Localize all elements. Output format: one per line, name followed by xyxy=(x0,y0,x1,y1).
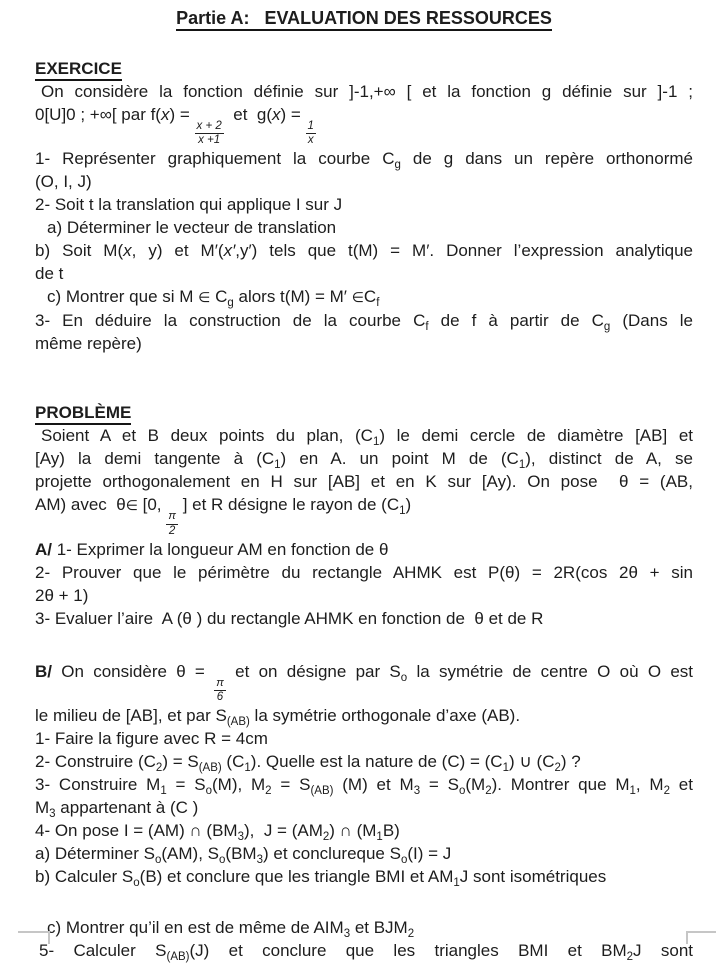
text-segment: A/ xyxy=(35,539,52,559)
text-segment: de g dans un repère orthonormé xyxy=(400,149,693,169)
text-segment: 4- On pose I = (AM) ∩ (BM xyxy=(35,821,238,841)
subscript-text: g xyxy=(394,159,401,172)
text-line xyxy=(35,80,693,103)
text-segment: [0, xyxy=(137,495,167,515)
text-segment: b) Soit M( xyxy=(35,241,124,261)
text-line xyxy=(35,309,693,332)
text-segment: (Dans le xyxy=(610,311,694,331)
text-segment: et xyxy=(670,775,693,795)
text-line xyxy=(35,147,693,170)
text-segment: 2- Prouver que le périmètre du rectangle AHMK est P(θ) = 2R(cos 2θ + sin xyxy=(35,562,693,582)
text-segment: ) et conclureque S xyxy=(262,844,401,864)
text-segment: ) en A. un point M de (C xyxy=(280,449,519,469)
text-line xyxy=(35,842,693,865)
text-segment: b) Calculer S xyxy=(35,867,134,887)
text-line xyxy=(35,103,693,147)
fraction-numerator: π xyxy=(166,510,178,524)
text-segment: ) ∩ (M xyxy=(329,821,377,841)
subscript-text: 3 xyxy=(256,854,263,867)
text-segment: (C xyxy=(221,752,245,772)
subscript-text: 1 xyxy=(372,436,380,449)
fraction xyxy=(214,677,226,704)
text-segment: 5- Calculer S xyxy=(39,941,167,961)
subscript-text: 2 xyxy=(265,785,272,798)
text-line xyxy=(35,660,693,704)
text-line xyxy=(35,332,693,355)
page-title xyxy=(35,6,693,31)
text-line xyxy=(35,170,693,193)
subscript-text: 2 xyxy=(322,831,330,844)
text-segment: ) le demi cercle de diamètre [AB] et xyxy=(379,426,693,446)
exercice-heading-text xyxy=(35,59,122,81)
probleme-heading xyxy=(35,401,693,424)
text-segment: c) Montrer que si M xyxy=(47,287,199,307)
text-line xyxy=(35,865,693,888)
text-segment: AM) avec θ xyxy=(35,495,126,515)
text-line xyxy=(35,424,693,447)
text-line xyxy=(35,916,693,939)
subscript-text: o xyxy=(400,854,408,867)
text-segment: a) Déterminer le vecteur de translation xyxy=(47,218,337,238)
page-title-text: Partie A: EVALUATION DES RESSOURCES xyxy=(176,8,552,31)
text-line xyxy=(35,262,693,285)
text-line xyxy=(35,561,693,584)
text-line xyxy=(35,704,693,727)
probleme-heading-text xyxy=(35,403,131,425)
subscript-text: 2 xyxy=(663,785,670,798)
text-segment: EXERCICE xyxy=(35,59,122,78)
subscript-text: 3 xyxy=(343,928,351,941)
fraction xyxy=(306,120,316,147)
subscript-text: 1 xyxy=(453,877,460,890)
fraction xyxy=(195,120,224,147)
subscript-text: 3 xyxy=(49,808,56,821)
text-segment: c) Montrer qu’il en est de même de AIM xyxy=(47,918,344,938)
text-segment: 3- Evaluer l’aire A (θ ) du rectangle AHMK en fonction de θ et de R xyxy=(35,608,544,628)
text-segment: 3- En déduire la construction de la courbe C xyxy=(35,311,426,331)
text-line xyxy=(35,470,693,493)
text-segment: PROBLÈME xyxy=(35,403,132,423)
text-line xyxy=(35,193,693,216)
text-segment: (O, I, J) xyxy=(35,172,92,192)
text-line xyxy=(35,584,693,607)
partial-box-corner-left xyxy=(18,931,50,944)
text-segment: ) ? xyxy=(560,752,581,772)
text-segment: Soient A et B deux points du plan, (C xyxy=(41,426,373,446)
text-segment: ∈ xyxy=(351,289,364,306)
text-segment: 0[U]0 ; +∞[ par f( xyxy=(35,105,161,124)
text-line xyxy=(35,773,693,796)
text-segment: ), J = (AM xyxy=(243,821,323,841)
subscript-text: o xyxy=(458,785,466,798)
text-segment: = S xyxy=(166,775,206,795)
subscript-text: o xyxy=(133,877,140,890)
text-segment: ) xyxy=(405,495,412,515)
text-line xyxy=(35,447,693,470)
text-segment: ), distinct de A, se xyxy=(525,449,693,469)
text-segment: le milieu de [AB], et par S xyxy=(35,706,227,726)
text-segment: et BJM xyxy=(350,918,408,938)
text-line xyxy=(35,819,693,842)
text-segment: C xyxy=(363,287,377,307)
text-segment: (M) et M xyxy=(333,775,414,795)
subscript-text: f xyxy=(425,321,429,334)
text-segment: M xyxy=(35,798,50,818)
fraction-numerator: π xyxy=(214,677,226,691)
text-segment: (M), M xyxy=(212,775,266,795)
subscript-text: (AB) xyxy=(226,716,250,729)
subscript-text: 2 xyxy=(554,762,561,775)
text-segment: J sont xyxy=(633,941,694,961)
text-segment: 3- Construire M xyxy=(35,775,161,795)
text-segment: projette orthogonalement en H sur [AB] et en K sur [Ay). On pose θ = (AB, xyxy=(35,472,693,492)
subscript-text: 1 xyxy=(376,831,383,844)
text-segment: C xyxy=(210,287,228,307)
text-segment: ] et R désigne le rayon de (C xyxy=(177,495,400,515)
subscript-text: g xyxy=(227,297,234,310)
fraction-denominator: x +1 xyxy=(198,134,221,147)
subscript-text: o xyxy=(205,785,212,798)
text-segment: [Ay) la demi tangente à (C xyxy=(35,449,275,469)
text-segment: de f à partir de C xyxy=(428,311,604,331)
subscript-text: 2 xyxy=(155,762,163,775)
text-segment: x xyxy=(123,241,132,261)
subscript-text: 1 xyxy=(274,459,281,472)
subscript-text: 1 xyxy=(160,785,167,798)
subscript-text: 2 xyxy=(485,785,492,798)
text-line xyxy=(35,607,693,630)
text-line xyxy=(35,750,693,773)
text-segment: de t xyxy=(35,264,64,284)
subscript-text: (AB) xyxy=(198,762,222,775)
text-segment: , y) et M′( xyxy=(131,241,224,261)
text-segment: (B) et conclure que les triangle BMI et AM xyxy=(139,867,454,887)
fraction-denominator: 2 xyxy=(168,524,176,537)
text-segment: (J) et conclure que les triangles BMI et BM xyxy=(189,941,627,961)
text-segment: x′ xyxy=(223,241,236,261)
text-segment: (I) = J xyxy=(407,844,452,864)
subscript-text: g xyxy=(603,321,611,334)
subscript-text: 1 xyxy=(518,459,526,472)
fraction-numerator: 1 xyxy=(306,120,316,134)
subscript-text: (AB) xyxy=(166,951,190,963)
text-segment: x xyxy=(271,105,281,124)
text-line xyxy=(35,493,693,537)
text-segment: ). Montrer que M xyxy=(491,775,630,795)
text-segment: J sont isométriques xyxy=(459,867,607,887)
text-segment: même repère) xyxy=(35,334,142,354)
partial-box-corner-right xyxy=(686,931,716,944)
fraction-denominator: x xyxy=(307,134,314,147)
text-segment: (AM), S xyxy=(161,844,219,864)
subscript-text: 2 xyxy=(407,928,415,941)
text-line xyxy=(35,538,693,561)
subscript-text: 1 xyxy=(502,762,509,775)
subscript-text: o xyxy=(219,854,226,867)
text-segment: 2- Construire (C xyxy=(35,752,156,772)
text-segment: = S xyxy=(420,775,459,795)
text-line xyxy=(35,727,693,750)
text-line xyxy=(35,216,693,239)
fraction-numerator: x + 2 xyxy=(195,120,224,134)
text-segment: , M xyxy=(635,775,664,795)
text-segment: (BM xyxy=(225,844,257,864)
text-line xyxy=(35,285,693,309)
subscript-text: 1 xyxy=(399,505,406,518)
text-segment: ∈ xyxy=(198,289,211,306)
subscript-text: o xyxy=(400,671,408,684)
subscript-text: 3 xyxy=(237,831,244,844)
text-segment: (M xyxy=(465,775,486,795)
subscript-text: 2 xyxy=(626,951,634,963)
text-segment: ) = S xyxy=(162,752,199,772)
subscript-text: 1 xyxy=(629,785,636,798)
text-segment: B/ xyxy=(35,661,52,681)
text-line xyxy=(35,796,693,819)
text-segment: ,y′) tels que t(M) = M′. Donner l’expression analytique xyxy=(235,241,693,261)
subscript-text: 3 xyxy=(413,785,421,798)
subscript-text: 1 xyxy=(244,762,251,775)
text-segment: a) Déterminer S xyxy=(35,844,155,864)
subscript-text: o xyxy=(154,854,162,867)
text-segment: ). Quelle est la nature de (C) = (C xyxy=(250,752,503,772)
text-segment: = S xyxy=(271,775,311,795)
text-segment: On considère θ = xyxy=(52,661,215,681)
subscript-text: (AB) xyxy=(310,785,334,798)
text-segment: appartenant à (C ) xyxy=(55,798,199,818)
text-segment: 2θ + 1) xyxy=(35,585,89,605)
text-segment: ∈ xyxy=(125,497,138,514)
fraction xyxy=(166,510,178,537)
text-segment: x xyxy=(160,105,170,124)
text-line xyxy=(35,939,693,962)
exercice-heading xyxy=(35,57,693,80)
text-segment: la symétrie de centre O où O est xyxy=(407,661,693,681)
text-segment: ) = xyxy=(169,105,195,124)
text-segment: 1- Faire la figure avec R = 4cm xyxy=(35,729,268,749)
document-body xyxy=(35,57,693,962)
text-segment: 1- Représenter graphiquement la courbe C xyxy=(35,149,395,169)
text-segment: On considère la fonction définie sur ]-1,+∞ [ et la fonction g définie sur ]-1 ; xyxy=(41,82,693,101)
text-segment: B) xyxy=(382,821,400,841)
text-segment: ) = xyxy=(280,105,306,124)
text-segment: la symétrie orthogonale d’axe (AB). xyxy=(249,706,521,726)
text-segment: ) ∪ (C xyxy=(508,752,555,772)
fraction-denominator: 6 xyxy=(216,691,224,704)
text-segment: alors t(M) = M′ xyxy=(233,287,352,307)
text-line xyxy=(35,239,693,262)
text-segment: 1- Exprimer la longueur AM en fonction de θ xyxy=(52,539,389,559)
text-segment: et on désigne par S xyxy=(225,661,401,681)
text-segment: 2- Soit t la translation qui applique I sur J xyxy=(35,195,343,215)
text-segment: et g( xyxy=(223,105,272,124)
subscript-text: f xyxy=(376,297,380,310)
